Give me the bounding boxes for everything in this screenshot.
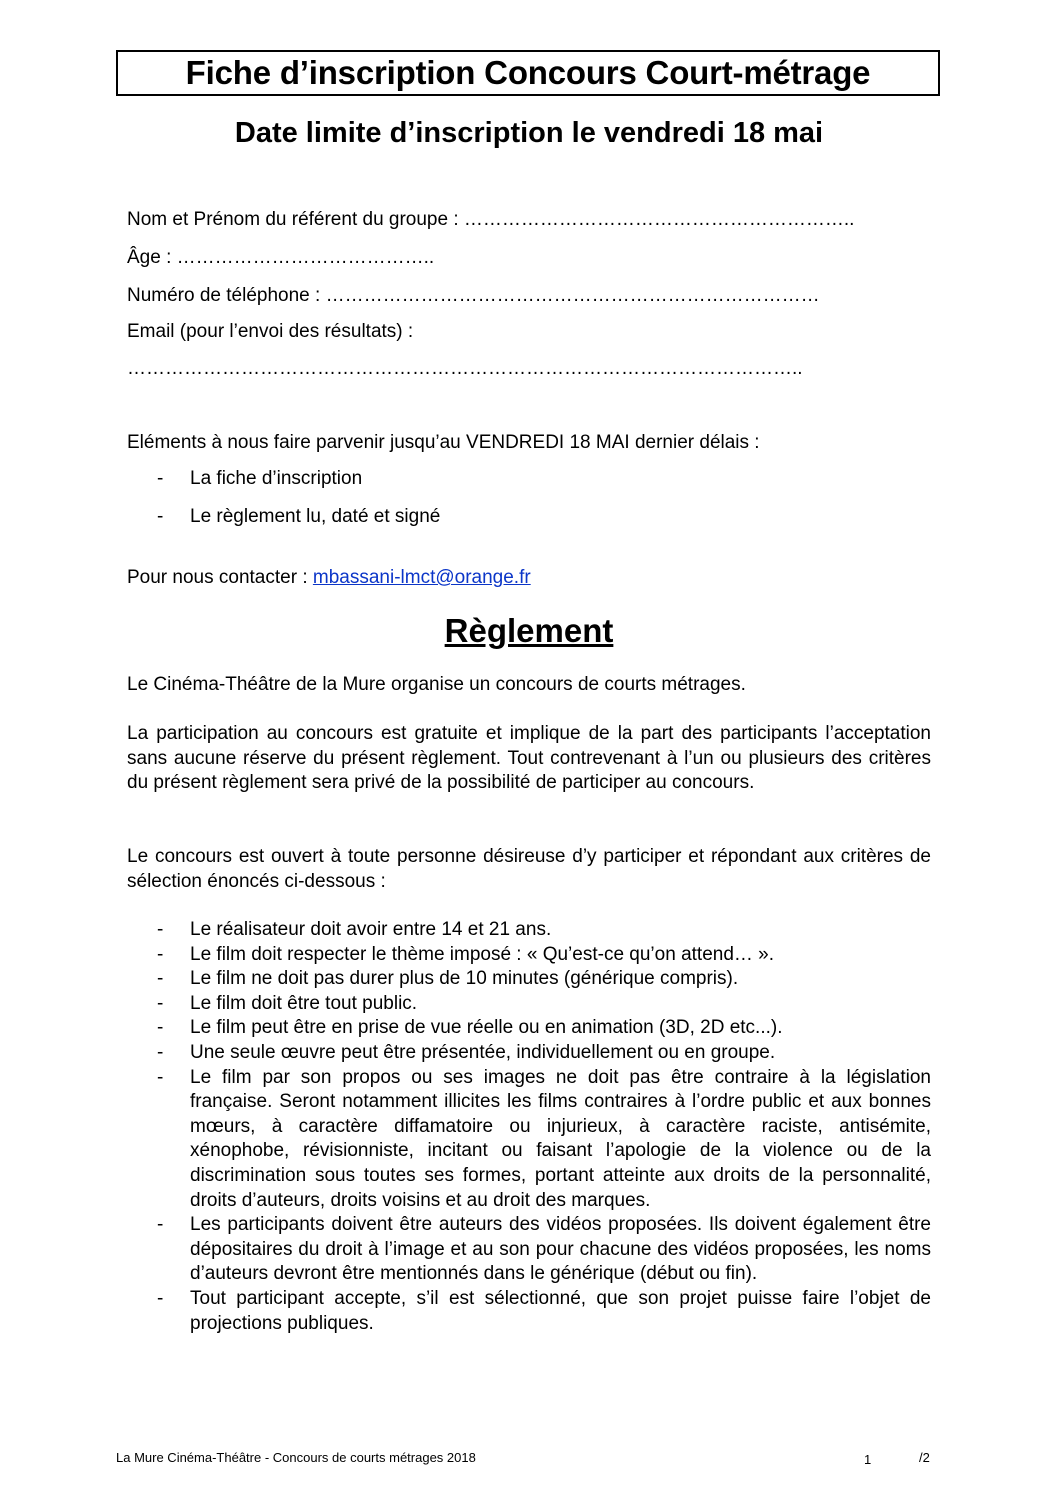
rules-heading: Règlement [444,612,614,649]
rules-list [0,918,1058,1336]
list-dash: - [157,468,164,489]
list-dash: - [157,992,164,1014]
participation-paragraph: La participation au concours est gratuite et implique de la part des participants l’acceptation sans aucune réserve du présent règlement. Tout contrevenant à l’un ou plusieurs des critères du présent règlement sera privé de la possibilité de participer au concours. [127,723,931,793]
contact-line [127,566,531,590]
contact-label: Pour nous contacter : [127,567,308,588]
phone-field[interactable]: Numéro de téléphone : …………………………………………………………………… [127,285,820,306]
page-total: /2 [919,1450,930,1465]
list-item: - Une seule œuvre peut être présentée, individuellement ou en groupe. [0,1041,931,1066]
list-dash: - [157,1214,164,1236]
list-dash: - [157,968,164,990]
elements-intro: Eléments à nous faire parvenir jusqu’au VENDREDI 18 MAI dernier délais : [127,432,760,453]
list-dash: - [157,943,164,965]
list-dash: - [157,1041,164,1063]
list-dash: - [157,506,164,527]
email-field[interactable]: …………………………………………………………………………………………….. [127,358,803,379]
list-dash: - [157,1017,164,1039]
page-title: Fiche d’inscription Concours Court-métrage [116,50,940,96]
referent-name-field[interactable]: Nom et Prénom du référent du groupe : …………………………………………………….. [127,209,855,230]
list-dash: - [157,1066,164,1088]
list-item: - Tout participant accepte, s’il est sélectionné, que son projet puisse faire l’objet de projections publiques. [157,1287,931,1334]
list-item: La fiche d’inscription [190,468,363,489]
list-item: - Le réalisateur doit avoir entre 14 et 21 ans. [0,918,931,943]
list-dash: - [157,1287,164,1309]
email-field-label: Email (pour l’envoi des résultats) : [127,321,414,342]
rules-intro-paragraph: Le Cinéma-Théâtre de la Mure organise un concours de courts métrages. [127,674,746,695]
age-field[interactable]: Âge : ………………………………….. [127,247,435,268]
list-item: - Le film doit respecter le thème imposé : « Qu’est-ce qu’on attend… ». [0,943,931,968]
list-item: - Les participants doivent être auteurs des vidéos proposées. Ils doivent également être dépositaires du droit à l’image et au son pour chacune des vidéos proposées, les noms d’auteurs devront être mentionnés dans le générique (début ou fin). [157,1214,931,1285]
list-item: Le règlement lu, daté et signé [190,506,441,527]
page-number: 1 [864,1452,872,1467]
list-item: - Le film peut être en prise de vue réelle ou en animation (3D, 2D etc...). [0,1016,931,1041]
eligibility-paragraph: Le concours est ouvert à toute personne désireuse d’y participer et répondant aux critères de sélection énoncés ci-dessous : [127,846,931,892]
list-dash: - [157,919,164,940]
list-item: - Le film ne doit pas durer plus de 10 minutes (générique compris). [0,967,931,992]
list-item: - Le film par son propos ou ses images ne doit pas être contraire à la législation française. Seront notamment illicites les films contraires à l’ordre public et aux bonnes mœurs, à caractère diffamatoire ou injurieux, à caractère raciste, antisémite, xénophobe, révisionniste, incitant ou faisant l’apologie de la violence ou de la discrimination sous toutes ses formes, portant atteinte aux droits de la personnalité, droits d’auteurs, droits voisins et au droit des marques. [157,1066,931,1211]
footer-text: La Mure Cinéma-Théâtre - Concours de courts métrages 2018 [116,1450,476,1465]
contact-email-link[interactable]: mbassani-lmct@orange.fr [312,567,531,588]
deadline-subtitle: Date limite d’inscription le vendredi 18 mai [234,117,824,149]
list-item: - Le film doit être tout public. [0,992,931,1017]
